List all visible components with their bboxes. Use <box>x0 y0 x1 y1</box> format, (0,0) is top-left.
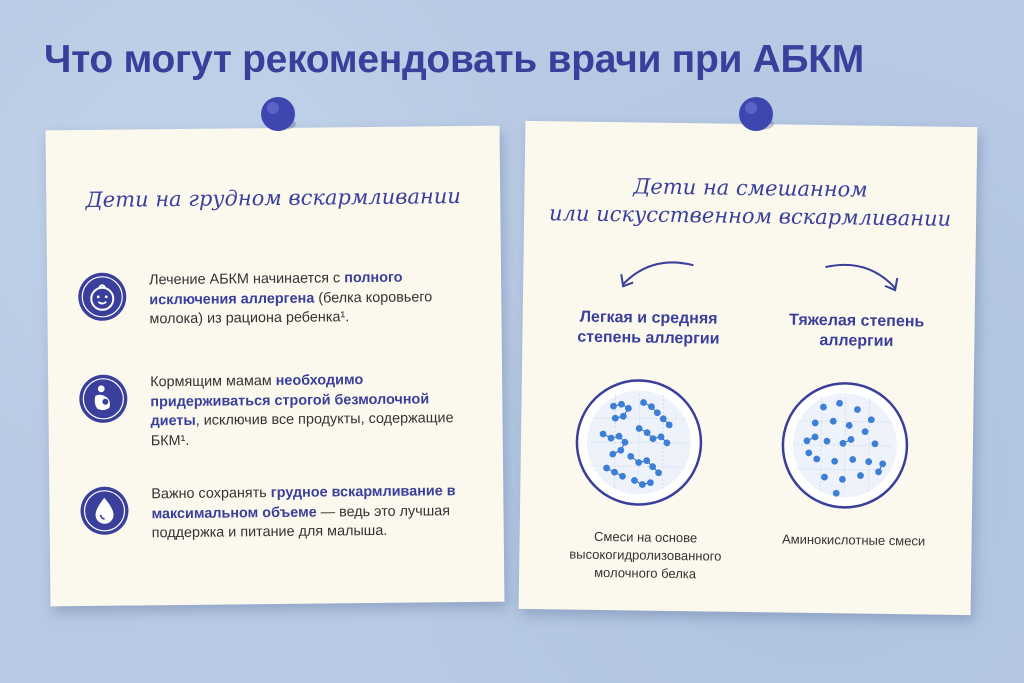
item-text: Важно сохранять грудное вскармливание в максимальном объеме — ведь это лучшая поддержка и питание для малыша. <box>151 483 456 542</box>
amino-acid-illustration <box>778 378 912 512</box>
mild-allergy-heading: Легкая и средняя степень аллергии <box>577 308 720 348</box>
list-item <box>79 482 479 542</box>
item-text: Кормящим мамам необходимо придерживаться строгой безмолочной диеты, исключив все продукты, содержащие БКМ¹. <box>150 372 454 449</box>
severe-allergy-heading: Тяжелая степень аллергии <box>788 311 925 351</box>
left-card-heading: Дети на грудном вскармливании <box>85 184 461 212</box>
hydrolyzed-formula-caption: Смеси на основе высокогидролизованного молочного белка <box>569 528 722 582</box>
milk-drop-icon <box>79 486 130 537</box>
breastfeeding-mother-icon <box>78 374 129 425</box>
amino-acid-formula-caption: Аминокислотные смеси <box>781 531 926 549</box>
baby-face-icon <box>77 272 128 323</box>
right-card-heading-line2: или искусственном вскармливании <box>548 201 952 231</box>
right-card-heading-line1: Дети на смешанном <box>633 174 868 202</box>
pushpin-icon <box>256 94 300 138</box>
pushpin-icon <box>734 94 778 138</box>
item-text: Лечение АБКМ начинается с полного исключения аллергена (белка коровьего молока) из рациона ребенка¹. <box>149 269 433 328</box>
page-title: Что могут рекомендовать врачи при АБКМ <box>44 38 864 81</box>
arrow-left-icon <box>611 256 702 297</box>
list-item <box>77 268 477 328</box>
arrow-right-icon <box>817 259 908 300</box>
left-note-card <box>46 126 505 607</box>
hydrolyzed-protein-illustration <box>572 376 706 510</box>
right-note-card <box>519 121 978 615</box>
list-item <box>78 370 478 449</box>
